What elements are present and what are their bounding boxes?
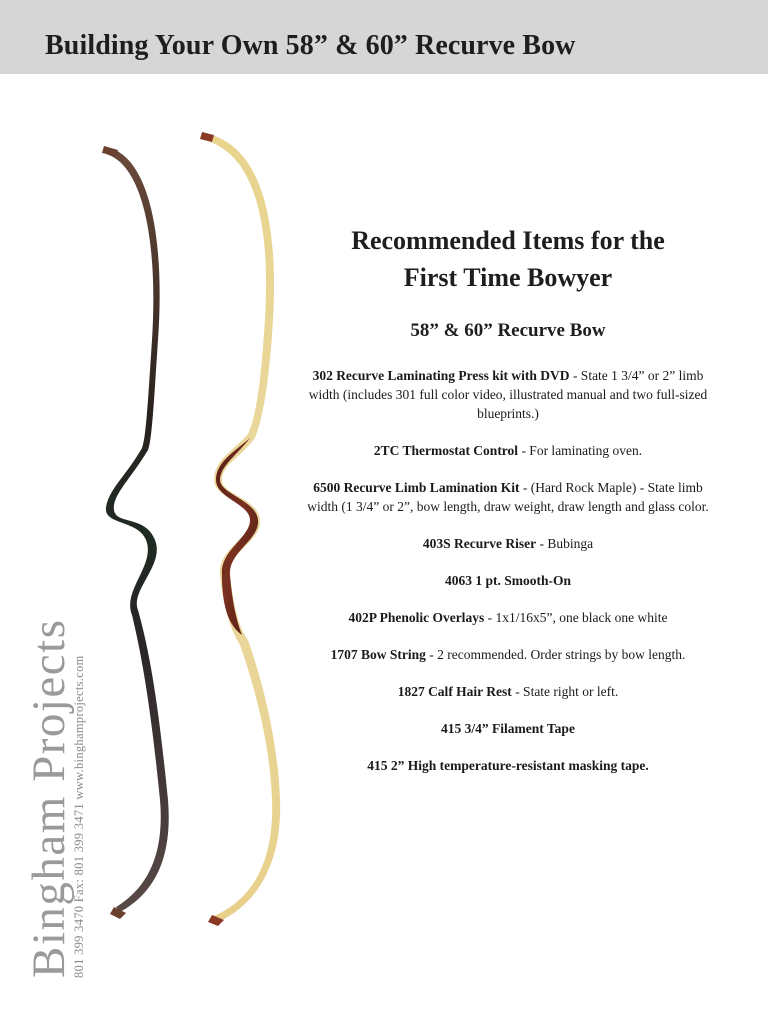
list-item	[298, 756, 718, 775]
page-title: Building Your Own 58” & 60” Recurve Bow	[45, 30, 576, 61]
list-item	[298, 441, 718, 460]
list-item	[298, 645, 718, 664]
item-code: 302 Recurve Laminating Press kit with DVD	[312, 368, 570, 383]
brand-name: Bingham Projects	[23, 618, 75, 978]
item-code: 6500 Recurve Limb Lamination Kit	[313, 480, 520, 495]
item-desc: - 2 recommended. Order strings by bow length.	[425, 647, 686, 662]
item-code: 402P Phenolic Overlays	[348, 610, 485, 625]
recurve-bows-image	[90, 120, 300, 940]
item-code: 415 3/4” Filament Tape	[441, 721, 575, 736]
list-item	[298, 534, 718, 553]
item-desc: - State 1 3/4” or 2” limb width (includes 301 full color video, illustrated manual and two full-sized blueprints.)	[308, 368, 708, 421]
section-heading	[298, 222, 718, 296]
list-item	[298, 366, 718, 423]
item-code: 415 2” High temperature-resistant masking tape.	[367, 758, 649, 773]
brand-vertical	[22, 619, 87, 979]
list-item	[298, 608, 718, 627]
item-code: 2TC Thermostat Control	[373, 443, 519, 458]
item-desc: - For laminating oven.	[518, 443, 643, 458]
list-item	[298, 478, 718, 516]
item-desc: - 1x1/16x5”, one black one white	[484, 610, 668, 625]
item-desc: - (Hard Rock Maple) - State limb width (1 3/4” or 2”, bow length, draw weight, draw length and glass color.	[307, 480, 709, 514]
brand-contact: 801 399 3470 Fax: 801 399 3471 www.binghamprojects.com	[72, 655, 86, 978]
list-item	[298, 682, 718, 701]
light-bow	[200, 132, 280, 926]
list-item	[298, 571, 718, 590]
item-code: 4063 1 pt. Smooth-On	[444, 573, 571, 588]
item-code: 403S Recurve Riser	[422, 536, 537, 551]
item-desc: - State right or left.	[511, 684, 619, 699]
list-item	[298, 719, 718, 738]
item-code: 1827 Calf Hair Rest	[397, 684, 512, 699]
recommended-items-section	[298, 222, 718, 793]
section-subheading: 58” & 60” Recurve Bow	[410, 320, 606, 341]
heading-line-2: First Time Bowyer	[403, 263, 613, 292]
item-desc: - Bubinga	[536, 536, 594, 551]
header-bar	[0, 0, 768, 74]
dark-bow	[102, 146, 169, 919]
item-code: 1707 Bow String	[330, 647, 426, 662]
heading-line-1: Recommended Items for the	[351, 226, 665, 255]
items-list	[298, 366, 718, 775]
